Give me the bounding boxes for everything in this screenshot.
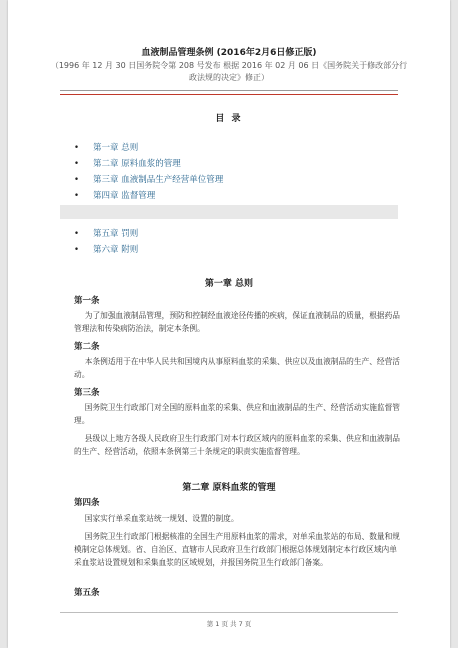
article-heading: 第五条: [74, 588, 100, 598]
divider-line: [60, 90, 398, 91]
toc-link-chapter1[interactable]: • 第一章 总则: [74, 143, 139, 153]
document-title: 血液制品管理条例 (2016年2月6日修正版): [141, 48, 317, 58]
toc-link-chapter4[interactable]: • 第四章 监督管理: [74, 191, 156, 201]
article-heading: 第三条: [74, 388, 100, 398]
article-paragraph: 为了加强血液制品管理，预防和控制经血液途径传播的疾病，保证血液制品的质量，根据药品管理法和传染病防治法，制定本条例。: [74, 311, 400, 333]
bullet-icon: •: [74, 159, 80, 169]
toc-heading: 目 录: [215, 114, 243, 124]
document-page: [8, 0, 450, 648]
article-paragraph: 本条例适用于在中华人民共和国境内从事原料血浆的采集、供应以及血液制品的生产、经营活动。: [74, 357, 400, 379]
bullet-icon: •: [74, 143, 80, 153]
chapter-heading-1: 第一章 总则: [204, 279, 254, 289]
bullet-icon: •: [74, 175, 80, 185]
article-paragraph: 国务院卫生行政部门根据核准的全国生产用原料血浆的需求，对单采血浆站的布局、数量和规模制定总体规划。省、自治区、直辖市人民政府卫生行政部门根据总体规划制定本行政区域内单采血浆站设置规划和采集血浆的区域规划，并报国务院卫生行政部门备案。: [74, 532, 400, 567]
article-paragraph: 国家实行单采血浆站统一规划、设置的制度。: [84, 514, 239, 523]
document-subtitle: （1996 年 12 月 30 日国务院令第 208 号发布 根据 2016 年 02 月 06 日《国务院关于修改部分行政法规的决定》修正）: [50, 61, 408, 82]
bullet-icon: •: [74, 245, 80, 255]
article-paragraph: 县级以上地方各级人民政府卫生行政部门对本行政区域内的原料血浆的采集、供应和血液制品的生产、经营活动，依照本条例第三十条规定的职责实施监督管理。: [74, 434, 400, 456]
toc-link-chapter2[interactable]: • 第二章 原料血浆的管理: [74, 159, 181, 169]
bullet-icon: •: [74, 229, 80, 239]
toc-link-chapter6[interactable]: • 第六章 附则: [74, 245, 139, 255]
article-heading: 第二条: [74, 342, 100, 352]
footer-divider: [60, 612, 398, 613]
toc-link-chapter5[interactable]: • 第五章 罚则: [74, 229, 139, 239]
page-number: 第 1 页 共 7 页: [206, 620, 252, 628]
bullet-icon: •: [74, 191, 80, 201]
article-paragraph: 国务院卫生行政部门对全国的原料血浆的采集、供应和血液制品的生产、经营活动实施监督管理。: [74, 403, 400, 425]
page-break-band: [60, 205, 398, 219]
chapter-heading-2: 第二章 原料血浆的管理: [182, 483, 276, 493]
article-heading: 第一条: [74, 296, 100, 306]
article-heading: 第四条: [74, 498, 100, 508]
toc-link-chapter3[interactable]: • 第三章 血液制品生产经营单位管理: [74, 175, 224, 185]
divider-line-red: [60, 94, 398, 95]
